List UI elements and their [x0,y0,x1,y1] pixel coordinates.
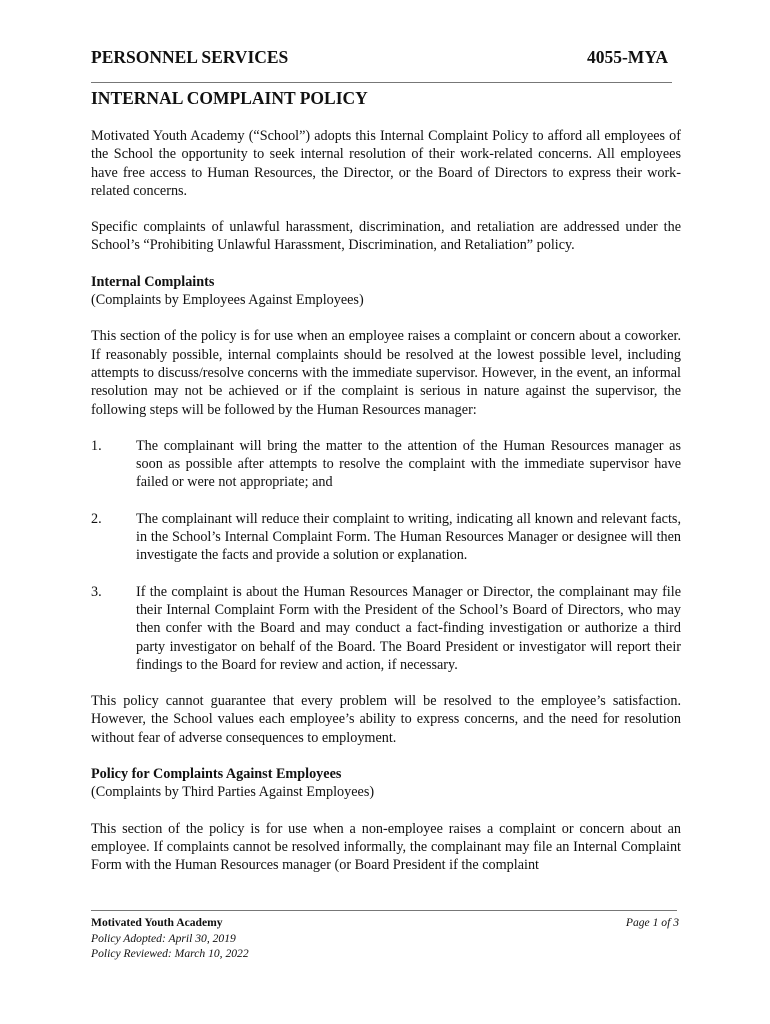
list-item-number: 3. [91,583,102,600]
page-footer [91,915,681,962]
list-item-text: The complainant will reduce their complaint to writing, indicating all known and relevant facts, in the School’s Internal Complaint Form. The Human Resources Manager or designee will then investigate the facts and provide a solution or explanation. [136,510,681,564]
header-policy-code: 4055-MYA [586,47,668,67]
policy-title: INTERNAL COMPLAINT POLICY [91,88,368,108]
footer-reviewed-date: Policy Reviewed: March 10, 2022 [91,947,249,960]
header-section: PERSONNEL SERVICES [91,47,289,67]
third-party-heading: Policy for Complaints Against Employees [91,766,342,783]
internal-complaints-body: This section of the policy is for use when an employee raises a complaint or concern about a coworker. If reasonably possible, internal complaints should be resolved at the lowest possible level, including attempts to discuss/resolve concerns with the immediate supervisor. However, in the event, an informal resolution may not be achieved or if the complaint is serious in nature against the supervisor, the following steps will be followed by the Human Resources manager: [91,328,681,418]
third-party-body: This section of the policy is for use when a non-employee raises a complaint or concern about an employee. If complaints cannot be resolved informally, the complainant may file an Internal Complaint Form with the Human Resources manager (or Board President if the complaint [91,820,681,874]
list-item-number: 2. [91,510,102,527]
footer-divider [91,910,677,911]
internal-complaints-closing: This policy cannot guarantee that every problem will be resolved to the employee’s satisfaction. However, the School values each employee’s ability to express concerns, and the need for resolution without fear of adverse consequences to employment. [91,693,681,746]
internal-complaints-subheading: (Complaints by Employees Against Employees) [91,292,364,309]
document-page [91,0,681,1024]
footer-adopted-date: Policy Adopted: April 30, 2019 [91,931,236,945]
third-party-subheading: (Complaints by Third Parties Against Employees) [91,784,375,801]
policy-body [91,127,681,893]
footer-organization: Motivated Youth Academy [91,916,223,929]
internal-complaints-heading: Internal Complaints [91,273,215,290]
intro-paragraph-1: Motivated Youth Academy (“School”) adopts this Internal Complaint Policy to afford all employees of the School the opportunity to seek internal resolution of their work-related concerns. All employees have free access to Human Resources, the Director, or the Board of Directors to express their work-related concerns. [91,128,681,199]
list-item [91,583,681,674]
list-item-text: If the complaint is about the Human Resources Manager or Director, the complainant may file their Internal Complaint Form with the President of the School’s Board of Directors, who may then confer with the Board and may conduct a fact-finding investigation or authorize a third party investigator on behalf of the Board. The Board President or investigator will report their findings to the Board for review and action, if necessary. [136,583,681,673]
page-header [91,47,681,71]
intro-paragraph-2: Specific complaints of unlawful harassment, discrimination, and retaliation are addressed under the School’s “Prohibiting Unlawful Harassment, Discrimination, and Retaliation” policy. [91,219,681,254]
list-item-text: The complainant will bring the matter to the attention of the Human Resources manager as soon as possible after attempts to resolve the complaint with the immediate supervisor have failed or were not appropriate; and [136,437,681,491]
list-item-number: 1. [91,437,102,454]
list-item [91,510,681,565]
header-divider [91,82,672,83]
list-item [91,437,681,492]
footer-page-number: Page 1 of 3 [625,916,679,929]
